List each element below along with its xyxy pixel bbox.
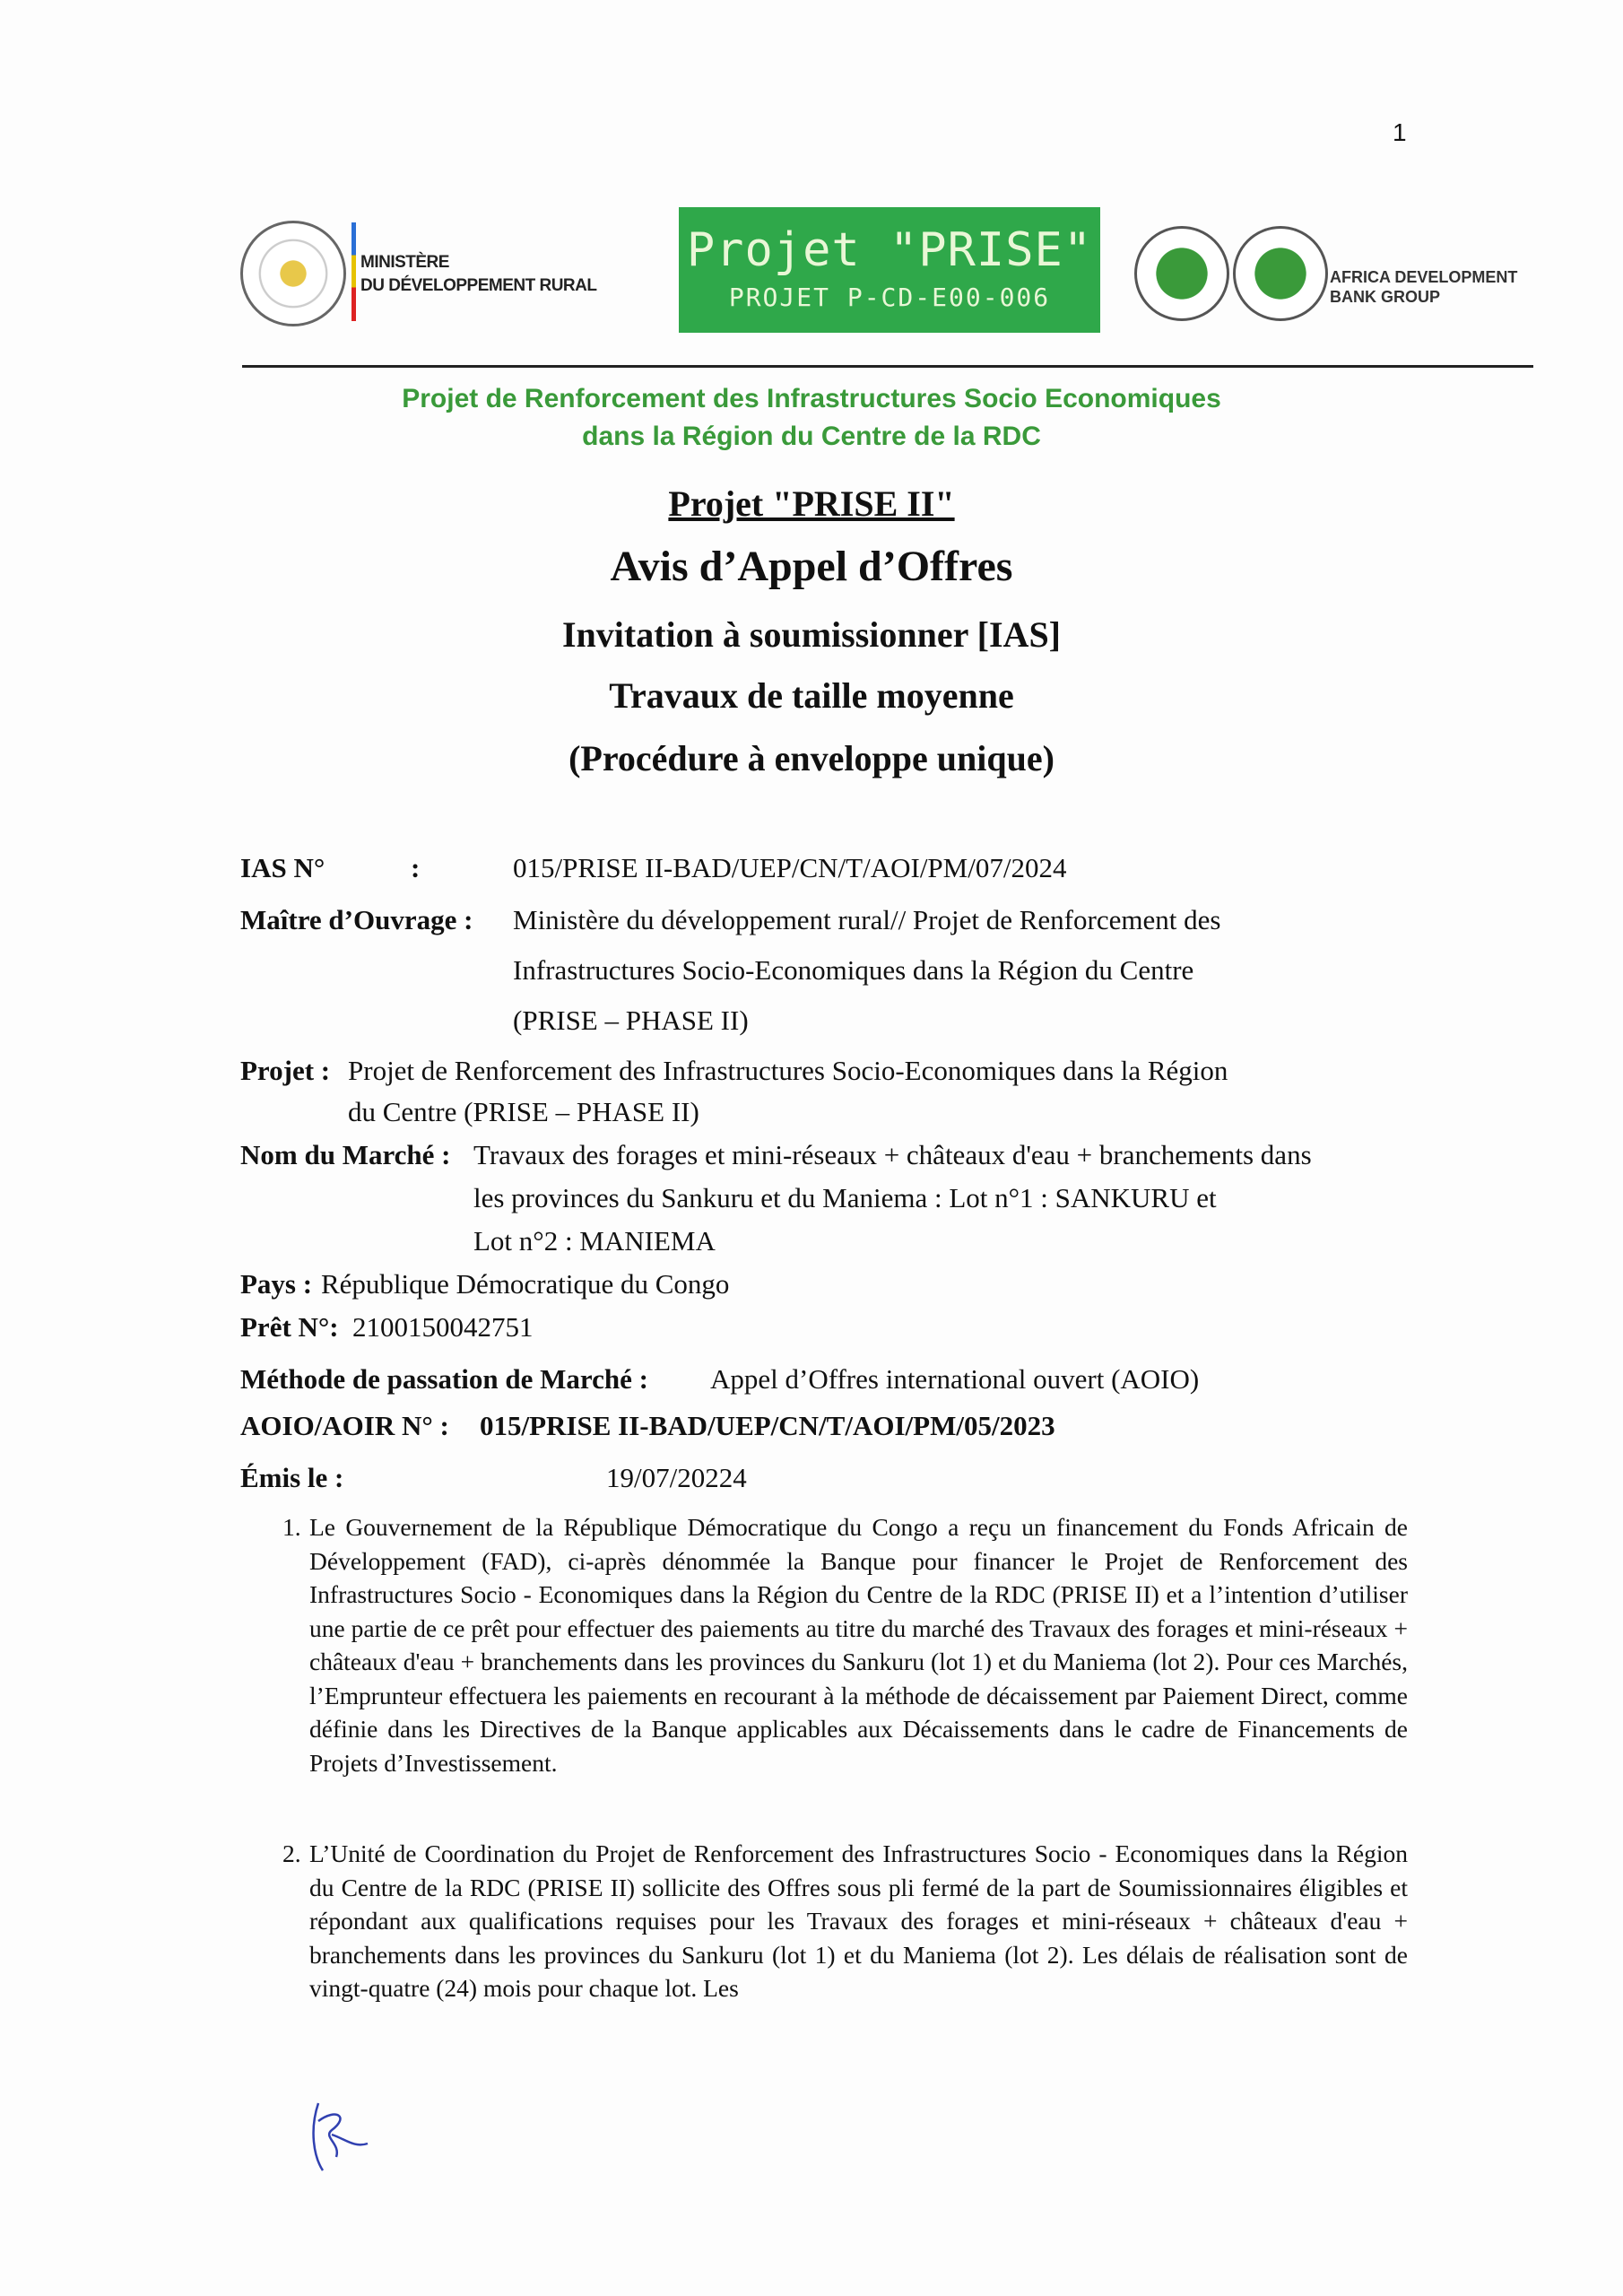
project-logo-title: Projet "PRISE" — [686, 223, 1093, 277]
page-number: 1 — [1393, 118, 1407, 146]
ias-value: 015/PRISE II-BAD/UEP/CN/T/AOI/PM/07/2024 — [513, 852, 1067, 883]
project-prise-logo — [679, 207, 1100, 333]
afdb-line2: BANK GROUP — [1330, 288, 1441, 306]
afdb-logo-text — [1330, 267, 1517, 307]
maitre-line1: Ministère du développement rural// Projet de Renforcement des — [513, 904, 1221, 935]
drc-coat-of-arms-seal-icon — [240, 221, 346, 326]
subtitle-line1: Projet de Renforcement des Infrastructures Socio Economiques — [402, 384, 1221, 413]
afdb-seal-icon — [1233, 226, 1328, 321]
pret-label: Prêt N°: — [240, 1311, 339, 1343]
works-title: Travaux de taille moyenne — [609, 675, 1014, 716]
notice-title: Avis d’Appel d’Offres — [610, 543, 1013, 590]
projet-line1: Projet de Renforcement des Infrastructures Socio-Economiques dans la Région — [348, 1055, 1228, 1086]
paragraph-text: Le Gouvernement de la République Démocratique du Congo a reçu un financement du Fonds Africain de Développement (FAD), ci-après dénommée la Banque pour financer le Projet de Renforcement des Infrastructures Socio - Economiques dans la Région du Centre de la RDC (PRISE II) et a l’intention d’utiliser une partie de ce prêt pour effectuer des paiements au titre du marché des Travaux des forages et mini-réseaux + châteaux d'eau + branchements dans les provinces du Sankuru (lot 1) et du Maniema (lot 2). Pour ces Marchés, l’Emprunteur effectuera les paiements en recourant à la méthode de décaissement par Paiement Direct, comme définie dans les Directives de la Banque applicables aux Décaissements dans le cadre de Financements de Projets d’Investissement. — [309, 1513, 1408, 1777]
ias-colon: : — [411, 852, 421, 883]
paragraph-number: 1. — [282, 1513, 301, 1541]
paragraph-text: L’Unité de Coordination du Projet de Renforcement des Infrastructures Socio - Economiques dans la Région du Centre de la RDC (PRISE II) sollicite des Offres sous pli fermé de la part de Soumissionnaires éligibles et répondant aux qualifications requises pour les Travaux des forages et mini-réseaux + châteaux d'eau + branchements dans les provinces du Sankuru (lot 1) et du Maniema (lot 2). Les délais de réalisation sont de vingt-quatre (24) mois pour chaque lot. Les — [309, 1839, 1408, 2002]
ministry-line2: DU DÉVELOPPEMENT RURAL — [360, 276, 597, 295]
handwritten-initials-signature — [300, 2094, 372, 2175]
marche-label: Nom du Marché : — [240, 1139, 451, 1170]
project-title: Projet "PRISE II" — [668, 483, 955, 524]
pret-value: 2100150042751 — [352, 1311, 534, 1343]
emis-label: Émis le : — [240, 1462, 344, 1493]
projet-label: Projet : — [240, 1055, 331, 1086]
maitre-label: Maître d’Ouvrage : — [240, 904, 473, 935]
aoio-label: AOIO/AOIR N° : — [240, 1410, 449, 1441]
projet-line2: du Centre (PRISE – PHASE II) — [348, 1096, 699, 1127]
marche-line1: Travaux des forages et mini-réseaux + châteaux d'eau + branchements dans — [473, 1139, 1312, 1170]
aoio-value: 015/PRISE II-BAD/UEP/CN/T/AOI/PM/05/2023 — [480, 1410, 1055, 1441]
flag-color-bar — [352, 222, 356, 321]
pays-value: République Démocratique du Congo — [321, 1268, 730, 1300]
paragraph-2 — [282, 1837, 1408, 2005]
maitre-line3: (PRISE – PHASE II) — [513, 1004, 749, 1036]
ministry-logo-text — [360, 251, 596, 298]
maitre-line2: Infrastructures Socio-Economiques dans la Région du Centre — [513, 954, 1194, 986]
emis-value: 19/07/20224 — [606, 1462, 747, 1493]
ministry-line1: MINISTÈRE — [360, 253, 449, 272]
paragraph-number: 2. — [282, 1839, 301, 1867]
methode-label: Méthode de passation de Marché : — [240, 1363, 648, 1395]
marche-line2: les provinces du Sankuru et du Maniema : Lot n°1 : SANKURU et — [473, 1182, 1217, 1213]
ias-label: IAS N° — [240, 852, 325, 883]
afdb-line1: AFRICA DEVELOPMENT — [1330, 268, 1518, 286]
invitation-title: Invitation à soumissionner [IAS] — [561, 614, 1062, 655]
afdb-seal-icon — [1134, 226, 1229, 321]
paragraph-1 — [282, 1510, 1408, 1779]
subtitle-line2: dans la Région du Centre de la RDC — [582, 422, 1041, 451]
pays-label: Pays : — [240, 1268, 313, 1300]
project-logo-code: PROJET P-CD-E00-006 — [728, 283, 1051, 312]
header-divider — [242, 365, 1533, 368]
procedure-title: (Procédure à enveloppe unique) — [568, 738, 1055, 778]
marche-line3: Lot n°2 : MANIEMA — [473, 1225, 716, 1257]
methode-value: Appel d’Offres international ouvert (AOIO) — [710, 1363, 1200, 1395]
header-subtitle — [0, 380, 1623, 456]
